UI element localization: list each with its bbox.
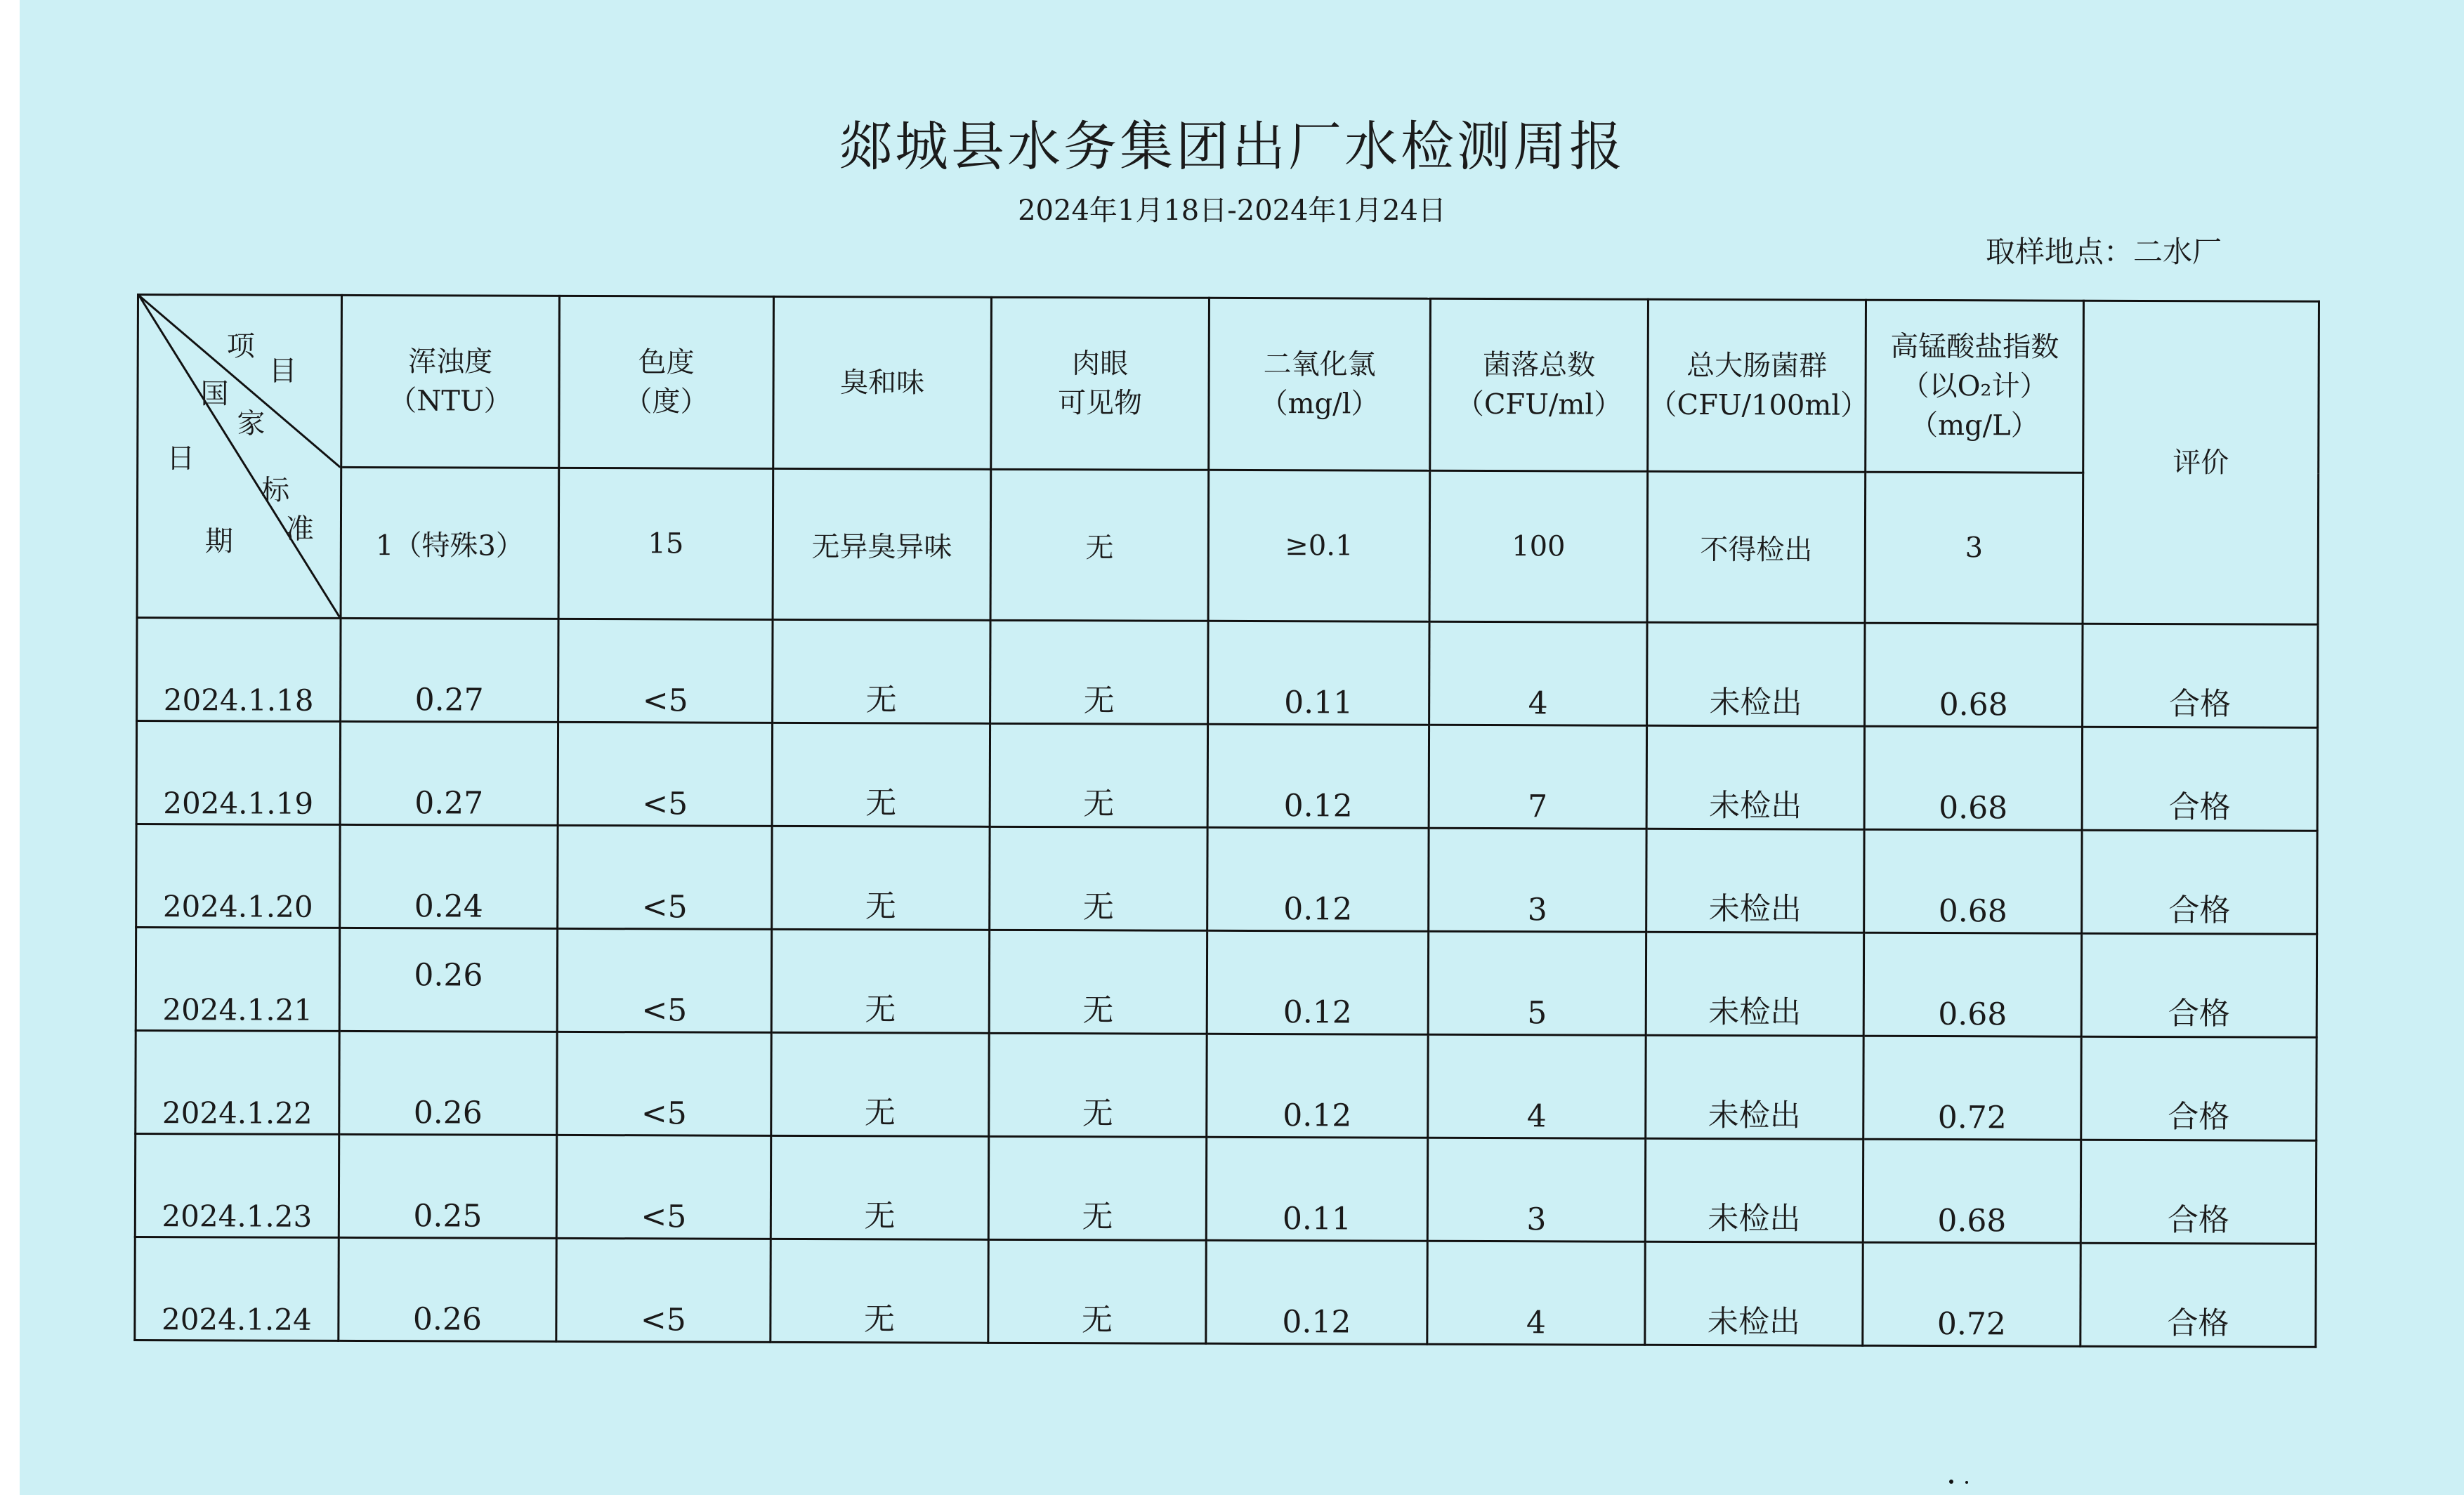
cell-visible-matter: 无	[990, 620, 1208, 724]
corner-label-7: 日	[166, 442, 195, 475]
corner-label-5: 标	[261, 474, 290, 507]
cell-evaluation: 合格	[2081, 933, 2316, 1037]
standard-turbidity: 1（特殊3）	[341, 467, 559, 619]
cell-chlorine-dioxide: 0.12	[1207, 1034, 1428, 1138]
cell-total-coliforms: 未检出	[1646, 725, 1864, 829]
standard-color: 15	[558, 468, 773, 619]
corner-label-6: 准	[285, 513, 315, 546]
cell-chlorine-dioxide: 0.12	[1207, 724, 1429, 828]
standard-chlorine-dioxide: ≥0.1	[1208, 470, 1430, 621]
water-quality-table	[133, 294, 2320, 1348]
cell-total-coliforms: 未检出	[1646, 932, 1863, 1036]
table-row	[136, 824, 2317, 935]
cell-turbidity: 0.25	[339, 1134, 556, 1238]
header-color: 色度 （度）	[559, 296, 774, 468]
cell-visible-matter: 无	[989, 930, 1207, 1034]
cell-total-coliforms: 未检出	[1647, 622, 1865, 726]
cell-permanganate-index: 0.68	[1865, 623, 2083, 727]
cell-odor-taste: 无	[772, 723, 990, 826]
cell-odor-taste: 无	[771, 929, 989, 1033]
cell-color: <5	[558, 825, 772, 929]
cell-total-coliforms: 未检出	[1645, 1138, 1863, 1242]
header-turbidity: 浑浊度 （NTU）	[341, 295, 560, 468]
table-row	[136, 928, 2316, 1038]
header-total-colonies: 菌落总数 （CFU/ml）	[1430, 298, 1649, 471]
cell-odor-taste: 无	[771, 1239, 988, 1343]
standard-total-coliforms: 不得检出	[1647, 471, 1866, 623]
row-date: 2024.1.24	[135, 1237, 339, 1341]
cell-total-coliforms: 未检出	[1646, 829, 1864, 933]
cell-visible-matter: 无	[990, 826, 1207, 930]
cell-turbidity: 0.27	[340, 721, 558, 825]
cell-permanganate-index: 0.72	[1863, 1036, 2081, 1140]
cell-evaluation: 合格	[2081, 1036, 2316, 1140]
cell-evaluation: 合格	[2082, 830, 2317, 934]
cell-permanganate-index: 0.68	[1863, 933, 2081, 1036]
cell-odor-taste: 无	[771, 1032, 989, 1136]
cell-turbidity: 0.26	[339, 1031, 557, 1135]
header-odor-taste: 臭和味	[773, 296, 992, 469]
standard-permanganate-index: 3	[1865, 472, 2083, 624]
scan-speck-marks	[1946, 1478, 1974, 1485]
cell-evaluation: 合格	[2082, 727, 2317, 831]
cell-total-coliforms: 未检出	[1646, 1035, 1863, 1139]
cell-total-colonies: 7	[1429, 725, 1646, 829]
cell-total-colonies: 5	[1428, 931, 1646, 1035]
cell-permanganate-index: 0.68	[1864, 726, 2082, 830]
table-row	[135, 1237, 2316, 1347]
cell-chlorine-dioxide: 0.12	[1207, 827, 1429, 931]
corner-label-4: 家	[237, 407, 266, 440]
cell-visible-matter: 无	[988, 1136, 1206, 1240]
corner-label-1: 项	[226, 330, 255, 363]
header-chlorine-dioxide: 二氧化氯 （mg/l）	[1209, 298, 1431, 470]
header-permanganate-index: 高锰酸盐指数 （以O₂计） （mg/L）	[1866, 300, 2084, 473]
cell-visible-matter: 无	[989, 1033, 1207, 1137]
cell-chlorine-dioxide: 0.11	[1206, 1137, 1427, 1241]
cell-color: <5	[558, 722, 772, 826]
header-visible-matter: 肉眼 可见物	[991, 297, 1210, 470]
cell-permanganate-index: 0.68	[1864, 829, 2082, 933]
cell-permanganate-index: 0.68	[1863, 1139, 2080, 1243]
row-date: 2024.1.21	[136, 928, 339, 1032]
cell-color: <5	[556, 1238, 771, 1342]
report-date-range: 2024年1月18日-2024年1月24日	[1018, 195, 1446, 227]
cell-odor-taste: 无	[772, 826, 990, 930]
cell-visible-matter: 无	[990, 723, 1207, 827]
cell-odor-taste: 无	[771, 1135, 988, 1239]
cell-color: <5	[556, 1135, 771, 1239]
table-row	[137, 618, 2318, 728]
corner-header-cell	[137, 295, 341, 619]
cell-total-colonies: 4	[1427, 1241, 1645, 1345]
cell-evaluation: 合格	[2083, 624, 2318, 727]
standard-odor-taste: 无异臭异味	[773, 468, 991, 620]
sampling-location: 取样地点：二水厂	[1985, 235, 2222, 269]
cell-evaluation: 合格	[2080, 1243, 2316, 1347]
header-total-coliforms: 总大肠菌群 （CFU/100ml）	[1648, 299, 1866, 472]
cell-total-colonies: 3	[1429, 828, 1646, 932]
cell-total-colonies: 3	[1427, 1138, 1645, 1242]
cell-chlorine-dioxide: 0.11	[1208, 621, 1429, 725]
row-date: 2024.1.20	[136, 824, 340, 928]
cell-chlorine-dioxide: 0.12	[1207, 930, 1428, 1034]
table-row	[136, 721, 2317, 831]
cell-turbidity: 0.27	[341, 618, 558, 722]
cell-turbidity: 0.26	[339, 1237, 556, 1341]
cell-color: <5	[557, 1032, 771, 1135]
cell-odor-taste: 无	[773, 619, 990, 723]
table-row	[136, 1030, 2316, 1140]
standards-row	[137, 467, 2319, 625]
standard-total-colonies: 100	[1429, 470, 1648, 622]
cell-color: <5	[558, 619, 773, 723]
cell-turbidity: 0.26	[339, 928, 557, 1032]
cell-permanganate-index: 0.72	[1863, 1242, 2080, 1346]
cell-total-colonies: 4	[1428, 1034, 1646, 1138]
table-row	[135, 1133, 2316, 1244]
corner-label-3: 国	[200, 378, 229, 411]
row-date: 2024.1.22	[136, 1030, 339, 1134]
cell-color: <5	[557, 928, 771, 1032]
cell-visible-matter: 无	[988, 1239, 1206, 1343]
cell-turbidity: 0.24	[340, 824, 558, 928]
row-date: 2024.1.23	[135, 1133, 339, 1237]
corner-label-2: 目	[268, 355, 297, 388]
report-title: 郯城县水务集团出厂水检测周报	[839, 115, 1625, 178]
cell-chlorine-dioxide: 0.12	[1206, 1240, 1427, 1344]
cell-total-colonies: 4	[1429, 621, 1647, 725]
cell-evaluation: 合格	[2080, 1140, 2316, 1244]
corner-label-8: 期	[204, 525, 233, 558]
standard-visible-matter: 无	[990, 469, 1209, 621]
header-evaluation: 评价	[2083, 301, 2319, 624]
row-date: 2024.1.19	[136, 721, 340, 825]
cell-total-coliforms: 未检出	[1645, 1242, 1863, 1345]
row-date: 2024.1.18	[137, 618, 341, 722]
header-row	[138, 295, 2319, 474]
